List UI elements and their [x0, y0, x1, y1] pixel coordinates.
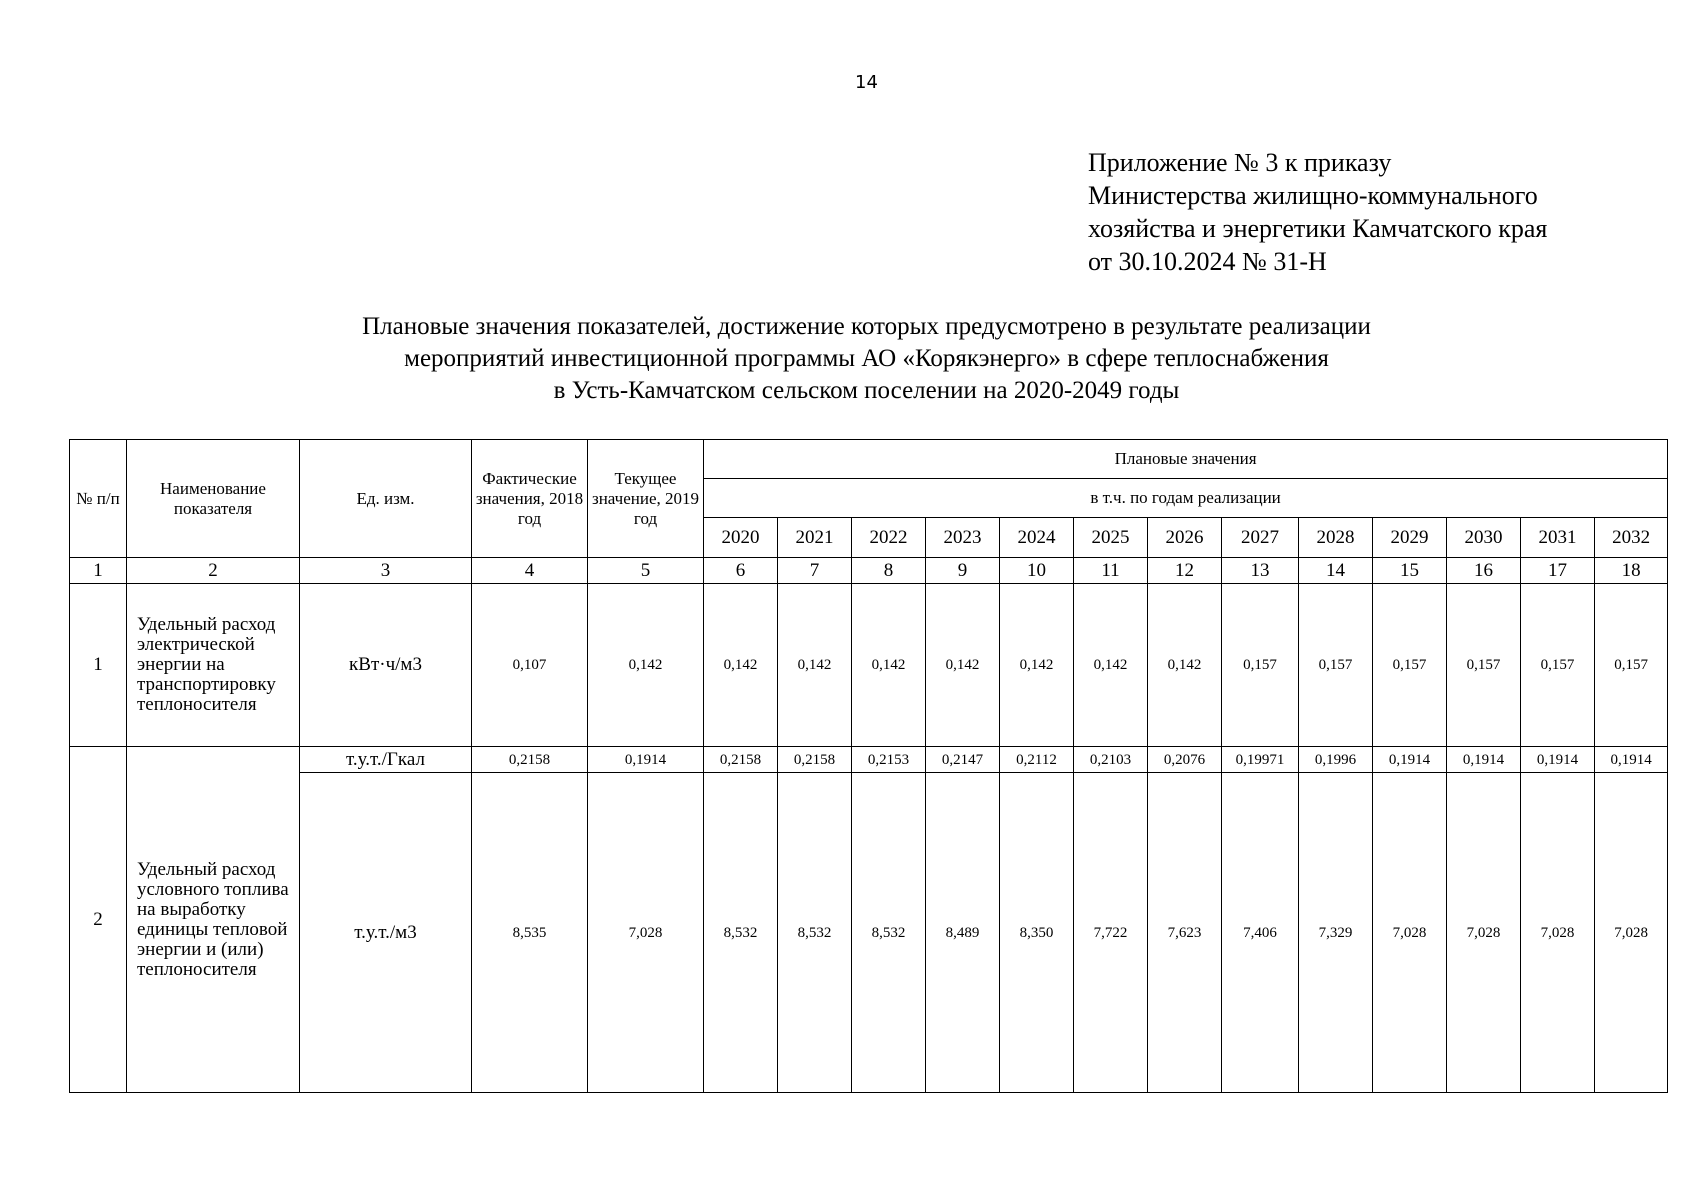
current-value: 0,142: [588, 584, 704, 747]
planned-value: 8,532: [852, 773, 926, 1093]
column-index: 14: [1299, 558, 1373, 584]
planned-value: 0,1914: [1521, 747, 1595, 773]
year-cell: 2024: [1000, 518, 1074, 558]
column-index: 7: [778, 558, 852, 584]
column-index: 17: [1521, 558, 1595, 584]
planned-value: 0,2158: [704, 747, 778, 773]
row-number: 2: [70, 747, 127, 1093]
planned-value: 0,142: [852, 584, 926, 747]
year-cell: 2031: [1521, 518, 1595, 558]
year-cell: 2023: [926, 518, 1000, 558]
planned-value: 0,2076: [1148, 747, 1222, 773]
unit-cell: кВт·ч/м3: [300, 584, 472, 747]
planned-value: 7,028: [1521, 773, 1595, 1093]
page-number: 14: [855, 72, 878, 93]
header-actual: Фактические значения, 2018 год: [472, 440, 588, 558]
unit-cell: т.у.т./Гкал: [300, 747, 472, 773]
appendix-line-4: от 30.10.2024 № 31-Н: [1088, 247, 1327, 276]
header-by-years: в т.ч. по годам реализации: [704, 479, 1668, 518]
planned-value: 7,028: [1595, 773, 1668, 1093]
planned-value: 7,329: [1299, 773, 1373, 1093]
planned-value: 7,028: [1447, 773, 1521, 1093]
planned-value: 0,157: [1447, 584, 1521, 747]
planned-value: 0,142: [1074, 584, 1148, 747]
planned-value: 0,157: [1299, 584, 1373, 747]
appendix-line-3: хозяйства и энергетики Камчатского края: [1088, 214, 1548, 243]
column-index: 13: [1222, 558, 1299, 584]
planned-value: 7,722: [1074, 773, 1148, 1093]
column-index: 12: [1148, 558, 1222, 584]
current-value: 7,028: [588, 773, 704, 1093]
planned-value: 0,2158: [778, 747, 852, 773]
table-row: [70, 773, 1668, 1093]
title-line-2: мероприятий инвестиционной программы АО «Корякэнерго» в сфере теплоснабжения: [404, 345, 1329, 372]
appendix-line-2: Министерства жилищно-коммунального: [1088, 181, 1538, 210]
document-title: [0, 311, 1698, 407]
indicators-table: [69, 439, 1668, 1093]
current-value: 0,1914: [588, 747, 704, 773]
column-index: 8: [852, 558, 926, 584]
planned-value: 0,157: [1521, 584, 1595, 747]
planned-value: 0,142: [1000, 584, 1074, 747]
title-line-1: Плановые значения показателей, достижение которых предусмотрено в результате реализации: [362, 313, 1371, 340]
column-index: 10: [1000, 558, 1074, 584]
indicator-name: Удельный расход условного топлива на выработку единицы тепловой энергии и (или) теплоносителя: [127, 747, 300, 1093]
column-index: 1: [70, 558, 127, 584]
year-cell: 2032: [1595, 518, 1668, 558]
planned-value: 0,2112: [1000, 747, 1074, 773]
planned-value: 0,142: [926, 584, 1000, 747]
year-cell: 2027: [1222, 518, 1299, 558]
planned-value: 0,157: [1222, 584, 1299, 747]
planned-value: 0,157: [1373, 584, 1447, 747]
appendix-line-1: Приложение № 3 к приказу: [1088, 148, 1392, 177]
planned-value: 0,2153: [852, 747, 926, 773]
table-row: [70, 584, 1668, 747]
header-row-1: [70, 440, 1668, 479]
planned-value: 7,406: [1222, 773, 1299, 1093]
planned-value: 0,2103: [1074, 747, 1148, 773]
header-unit: Ед. изм.: [300, 440, 472, 558]
planned-value: 0,1914: [1595, 747, 1668, 773]
header-name: Наименование показателя: [127, 440, 300, 558]
column-index: 2: [127, 558, 300, 584]
column-index: 18: [1595, 558, 1668, 584]
column-index: 3: [300, 558, 472, 584]
header-planned: Плановые значения: [704, 440, 1668, 479]
planned-value: 7,623: [1148, 773, 1222, 1093]
year-cell: 2029: [1373, 518, 1447, 558]
planned-value: 0,1914: [1447, 747, 1521, 773]
planned-value: 8,350: [1000, 773, 1074, 1093]
planned-value: 8,532: [704, 773, 778, 1093]
actual-value: 0,2158: [472, 747, 588, 773]
planned-value: 0,142: [704, 584, 778, 747]
appendix-header: [1088, 146, 1547, 278]
indicator-name: Удельный расход электрической энергии на транспортировку теплоносителя: [127, 584, 300, 747]
column-index: 9: [926, 558, 1000, 584]
column-index: 5: [588, 558, 704, 584]
column-index: 11: [1074, 558, 1148, 584]
planned-value: 0,19971: [1222, 747, 1299, 773]
actual-value: 0,107: [472, 584, 588, 747]
year-cell: 2028: [1299, 518, 1373, 558]
year-cell: 2026: [1148, 518, 1222, 558]
year-cell: 2022: [852, 518, 926, 558]
planned-value: 0,1996: [1299, 747, 1373, 773]
column-index: 6: [704, 558, 778, 584]
year-cell: 2025: [1074, 518, 1148, 558]
column-index-row: [70, 558, 1668, 584]
year-cell: 2021: [778, 518, 852, 558]
column-index: 4: [472, 558, 588, 584]
actual-value: 8,535: [472, 773, 588, 1093]
header-num: № п/п: [70, 440, 127, 558]
planned-value: 0,2147: [926, 747, 1000, 773]
planned-value: 0,1914: [1373, 747, 1447, 773]
header-current: Текущее значение, 2019 год: [588, 440, 704, 558]
unit-cell: т.у.т./м3: [300, 773, 472, 1093]
title-line-3: в Усть-Камчатском сельском поселении на 2020-2049 годы: [553, 377, 1180, 404]
planned-value: 0,157: [1595, 584, 1668, 747]
table-row: [70, 747, 1668, 773]
year-cell: 2020: [704, 518, 778, 558]
year-cell: 2030: [1447, 518, 1521, 558]
planned-value: 8,532: [778, 773, 852, 1093]
row-number: 1: [70, 584, 127, 747]
planned-value: 0,142: [1148, 584, 1222, 747]
planned-value: 8,489: [926, 773, 1000, 1093]
column-index: 16: [1447, 558, 1521, 584]
column-index: 15: [1373, 558, 1447, 584]
planned-value: 0,142: [778, 584, 852, 747]
planned-value: 7,028: [1373, 773, 1447, 1093]
